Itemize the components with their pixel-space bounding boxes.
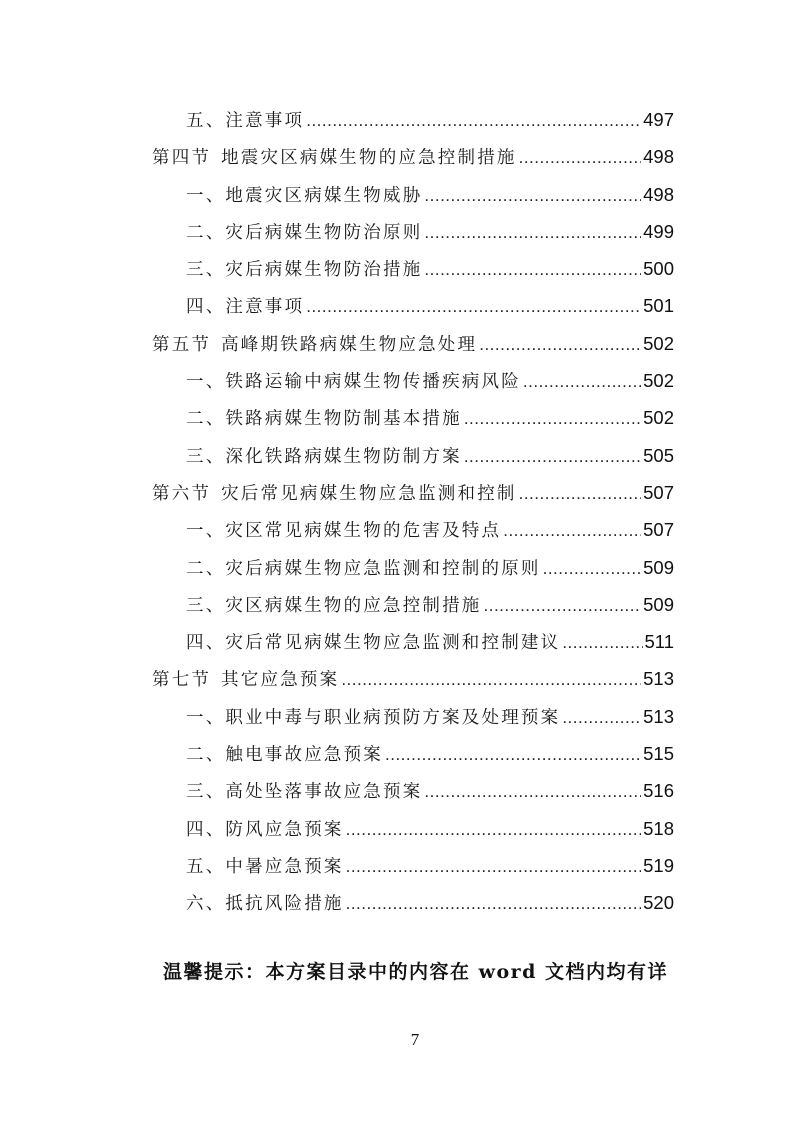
toc-entry-title: 高峰期铁路病媒生物应急处理	[221, 334, 478, 355]
toc-entry-prefix: 三、	[186, 260, 226, 281]
toc-entry-prefix: 第五节	[152, 334, 212, 355]
toc-entry-prefix: 三、	[186, 595, 226, 616]
dot-leader	[424, 214, 641, 251]
notice-text: 温馨提示：本方案目录中的内容在 word 文档内均有详	[163, 961, 669, 983]
toc-entry-title: 灾后病媒生物防治原则	[225, 222, 423, 243]
toc-entry-page: 502	[643, 370, 674, 392]
dot-leader	[385, 736, 641, 773]
toc-entry-prefix: 二、	[186, 409, 226, 430]
toc-entry-title: 地震灾区病媒生物威胁	[225, 185, 423, 206]
toc-entry-title: 注意事项	[225, 111, 305, 131]
toc-entry[interactable]	[152, 213, 674, 250]
toc-entry-prefix: 第七节	[152, 670, 212, 691]
toc-entry[interactable]	[152, 772, 674, 809]
toc-entry-page: 513	[643, 668, 674, 690]
toc-entry-page: 499	[643, 220, 674, 242]
dot-leader	[479, 326, 641, 363]
toc-entry-prefix: 四、	[186, 633, 226, 654]
toc-entry-page: 501	[643, 295, 674, 317]
toc-entry-title: 抵抗风险措施	[225, 894, 344, 915]
dot-leader	[562, 699, 641, 736]
toc-entry-title: 灾后常见病媒生物应急监测和控制	[221, 483, 517, 504]
toc-entry-prefix: 第六节	[152, 483, 212, 504]
toc-entry-title: 高处坠落事故应急预案	[225, 782, 423, 803]
dot-leader	[464, 400, 641, 437]
dot-leader	[519, 139, 642, 176]
toc-entry-title: 地震灾区病媒生物的应急控制措施	[221, 148, 517, 169]
toc-entry-page: 507	[643, 519, 674, 541]
dot-leader	[346, 885, 642, 922]
dot-leader	[306, 102, 641, 139]
toc-entry[interactable]	[152, 176, 674, 213]
toc-entry-page: 498	[643, 146, 674, 168]
dot-leader	[519, 475, 642, 512]
toc-entry-prefix: 五、	[186, 111, 226, 131]
toc-entry-title: 灾区常见病媒生物的危害及特点	[225, 521, 502, 542]
toc-entry-prefix: 一、	[186, 372, 226, 393]
toc-entry-title: 灾后病媒生物防治措施	[225, 260, 423, 281]
toc-entry-page: 520	[643, 892, 674, 914]
toc-entry-title: 注意事项	[225, 297, 305, 318]
dot-leader	[424, 773, 641, 810]
toc-entry-page: 502	[643, 332, 674, 354]
toc-entry[interactable]	[152, 810, 674, 847]
toc-entry[interactable]	[152, 586, 674, 623]
dot-leader	[346, 811, 642, 848]
dot-leader	[424, 177, 641, 214]
toc-entry-title: 深化铁路病媒生物防制方案	[225, 446, 462, 467]
dot-leader	[503, 512, 641, 549]
toc-entry-prefix: 二、	[186, 745, 226, 766]
toc-entry-prefix: 一、	[186, 521, 226, 542]
dot-leader	[484, 587, 642, 624]
toc-entry-title: 职业中毒与职业病预防方案及处理预案	[225, 707, 561, 728]
dot-leader	[346, 848, 642, 885]
toc-entry-title: 灾后病媒生物应急监测和控制的原则	[225, 558, 541, 579]
toc-entry-page: 498	[643, 183, 674, 205]
toc-entry[interactable]	[152, 362, 674, 399]
toc-entry-page: 507	[643, 481, 674, 503]
toc-entry[interactable]	[152, 399, 674, 436]
toc-entry-page: 505	[643, 444, 674, 466]
toc-entry-prefix: 一、	[186, 185, 226, 206]
toc-entry-prefix: 三、	[186, 446, 226, 467]
toc-entry-prefix: 五、	[186, 856, 226, 877]
toc-section-entry[interactable]	[152, 474, 674, 511]
toc-entry[interactable]	[152, 511, 674, 548]
toc-entry-prefix: 二、	[186, 222, 226, 243]
toc-entry[interactable]	[152, 623, 674, 660]
toc-entry[interactable]	[152, 101, 674, 138]
table-of-contents	[152, 101, 674, 922]
toc-entry[interactable]	[152, 287, 674, 324]
page-number: 7	[410, 1030, 420, 1049]
toc-entry-title: 中暑应急预案	[225, 856, 344, 877]
toc-section-entry[interactable]	[152, 325, 674, 362]
toc-entry[interactable]	[152, 549, 674, 586]
toc-entry-prefix: 四、	[186, 297, 226, 318]
dot-leader	[424, 251, 641, 288]
toc-entry-page: 515	[643, 743, 674, 765]
dot-leader	[306, 288, 641, 325]
toc-entry-page: 500	[643, 258, 674, 280]
toc-entry-title: 其它应急预案	[221, 670, 340, 691]
toc-entry-title: 灾区病媒生物的应急控制措施	[225, 595, 482, 616]
dot-leader	[543, 550, 642, 587]
toc-entry[interactable]	[152, 884, 674, 921]
dot-leader	[562, 624, 642, 661]
toc-entry-page: 502	[643, 407, 674, 429]
toc-entry-prefix: 二、	[186, 558, 226, 579]
toc-entry[interactable]	[152, 847, 674, 884]
toc-entry-title: 铁路运输中病媒生物传播疾病风险	[225, 372, 521, 393]
toc-section-entry[interactable]	[152, 138, 674, 175]
toc-entry-prefix: 六、	[186, 894, 226, 915]
toc-entry-prefix: 三、	[186, 782, 226, 803]
toc-entry-page: 516	[643, 780, 674, 802]
toc-entry-prefix: 四、	[186, 819, 226, 840]
toc-entry-prefix: 第四节	[152, 148, 212, 169]
dot-leader	[341, 661, 641, 698]
toc-entry-title: 触电事故应急预案	[225, 745, 384, 766]
toc-entry-page: 509	[643, 556, 674, 578]
toc-entry-title: 灾后常见病媒生物应急监测和控制建议	[225, 633, 561, 654]
dot-leader	[523, 363, 641, 400]
toc-entry-page: 519	[643, 854, 674, 876]
toc-entry-title: 铁路病媒生物防制基本措施	[225, 409, 462, 430]
toc-entry-prefix: 一、	[186, 707, 226, 728]
toc-section-entry[interactable]	[152, 660, 674, 697]
toc-entry[interactable]	[152, 437, 674, 474]
toc-entry-page: 513	[643, 705, 674, 727]
toc-entry[interactable]	[152, 735, 674, 772]
toc-entry-page: 511	[644, 631, 674, 653]
toc-entry-title: 防风应急预案	[225, 819, 344, 840]
toc-entry-page: 509	[643, 593, 674, 615]
toc-entry[interactable]	[152, 250, 674, 287]
toc-entry[interactable]	[152, 698, 674, 735]
dot-leader	[464, 438, 641, 475]
toc-entry-page: 518	[643, 817, 674, 839]
toc-entry-page: 497	[643, 109, 674, 130]
